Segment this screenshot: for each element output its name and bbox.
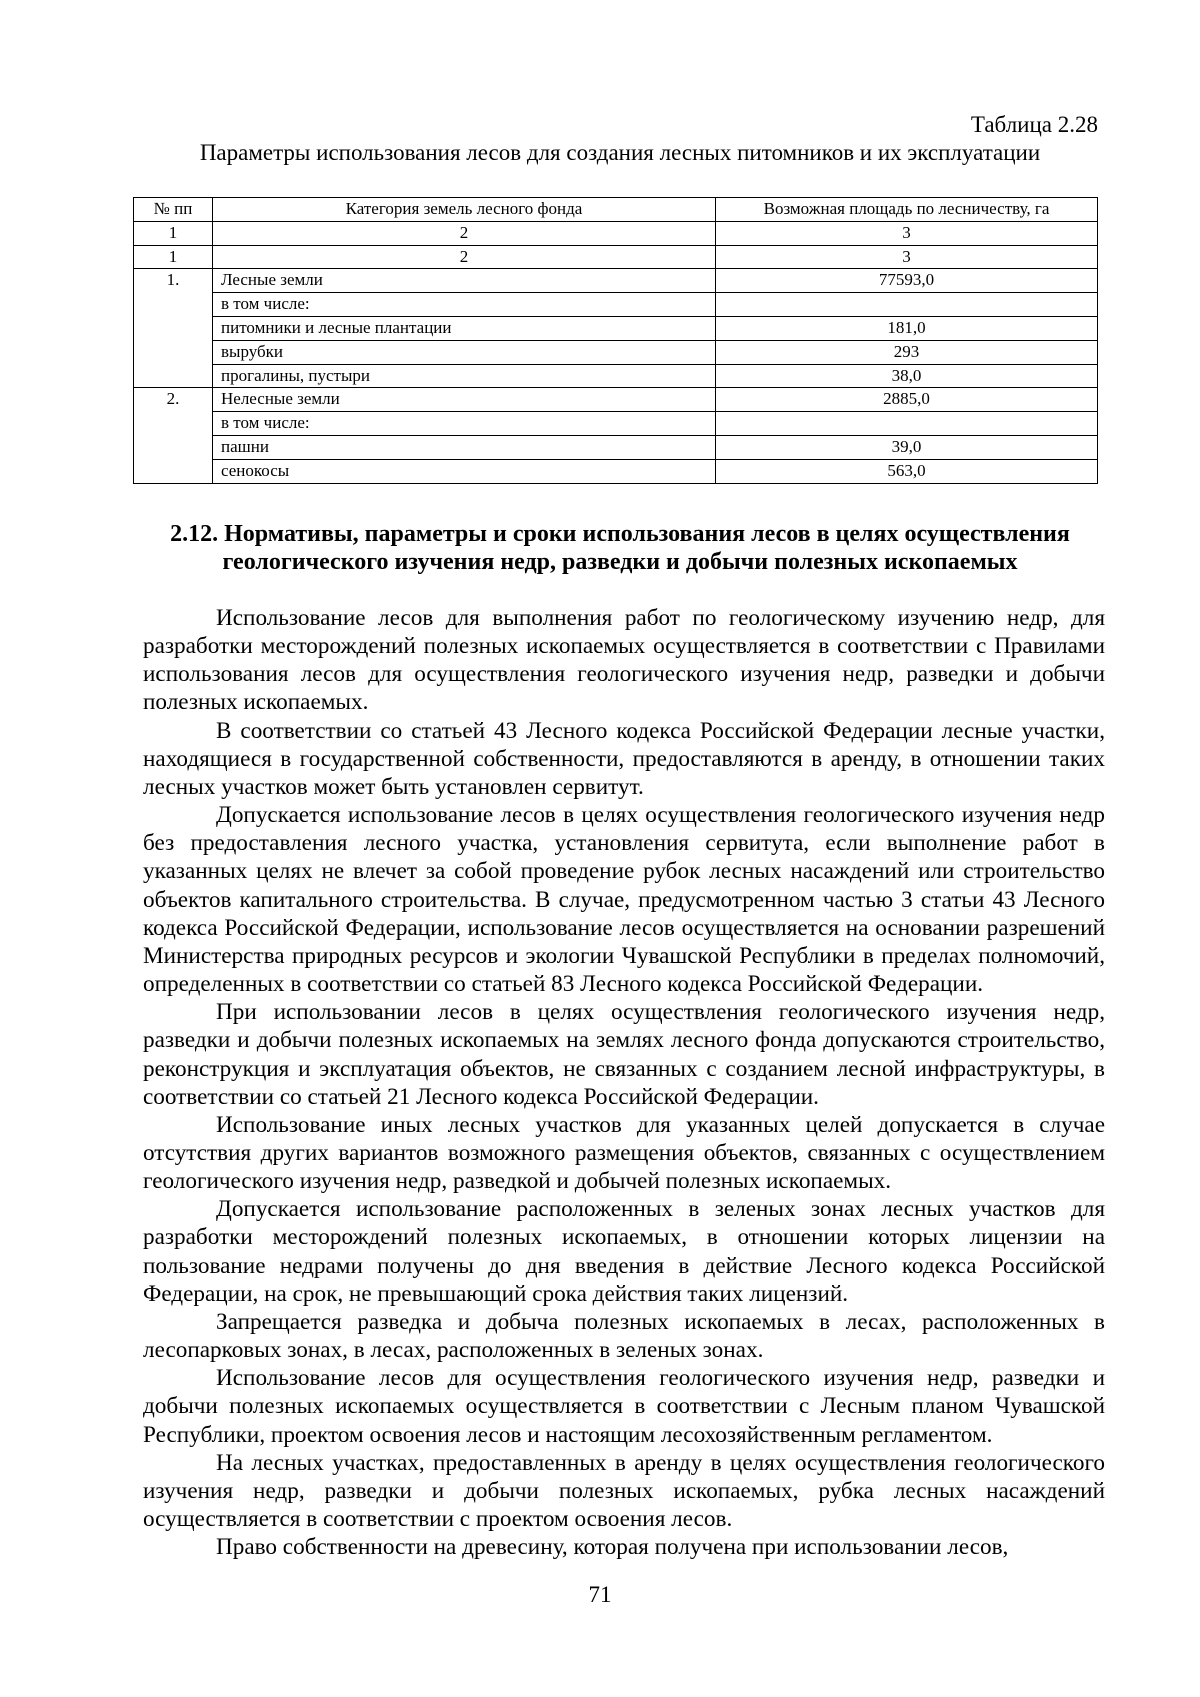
table-cell: 2 — [213, 245, 716, 269]
section-title-line-2: геологического изучения недр, разведки и добычи полезных ископаемых — [222, 549, 1018, 575]
table-row — [134, 269, 1098, 293]
paragraph: Запрещается разведка и добыча полезных ископаемых в лесах, расположенных в лесопарковых зонах, в лесах, расположенных в зеленых зонах. — [143, 1308, 1105, 1364]
header-cell-number: № пп — [134, 198, 213, 222]
category-cell: вырубки — [213, 340, 716, 364]
table-row — [134, 459, 1098, 483]
category-cell: в том числе: — [213, 412, 716, 436]
table-row — [134, 364, 1098, 388]
section-title — [120, 520, 1120, 576]
paragraph: На лесных участках, предоставленных в аренду в целях осуществления геологического изучения недр, разведки и добычи полезных ископаемых, рубка лесных насаждений осуществляется в соответствии с проектом освоения лесов. — [143, 1449, 1105, 1532]
body-text — [143, 604, 1105, 1561]
category-cell: питомники и лесные плантации — [213, 316, 716, 340]
category-cell: прогалины, пустыри — [213, 364, 716, 388]
area-cell: 2885,0 — [716, 388, 1098, 412]
paragraph: В соответствии со статьей 43 Лесного кодекса Российской Федерации лесные участки, находящиеся в государственной собственности, предоставляются в аренду, в отношении таких лесных участков может быть установлен сервитут. — [143, 717, 1105, 800]
paragraph: При использовании лесов в целях осуществления геологического изучения недр, разведки и добычи полезных ископаемых на землях лесного фонда допускаются строительство, реконструкция и эксплуатация объектов, не связанных с созданием лесной инфраструктуры, в соответствии со статьей 21 Лесного кодекса Российской Федерации. — [143, 999, 1105, 1110]
table-row — [134, 245, 1098, 269]
area-cell: 181,0 — [716, 316, 1098, 340]
area-cell — [716, 293, 1098, 317]
group-number-cell: 2. — [134, 388, 213, 483]
table-header-row — [134, 198, 1098, 222]
table-row — [134, 293, 1098, 317]
category-cell: Лесные земли — [213, 269, 716, 293]
area-cell: 563,0 — [716, 459, 1098, 483]
paragraph: Использование лесов для выполнения работ по геологическому изучению недр, для разработки месторождений полезных ископаемых осуществляется в соответствии с Правилами использования лесов для осуществления геологического изучения недр, разведки и добычи полезных ископаемых. — [143, 605, 1105, 716]
parameters-table — [133, 197, 1098, 484]
table-cell: 2 — [213, 221, 716, 245]
area-cell: 293 — [716, 340, 1098, 364]
header-cell-category: Категория земель лесного фонда — [213, 198, 716, 222]
table-row — [134, 316, 1098, 340]
table-row — [134, 412, 1098, 436]
table-cell: 1 — [134, 221, 213, 245]
area-cell: 77593,0 — [716, 269, 1098, 293]
area-cell — [716, 412, 1098, 436]
area-cell: 39,0 — [716, 435, 1098, 459]
table-cell: 3 — [716, 221, 1098, 245]
page-number: 71 — [588, 1582, 612, 1607]
category-cell: в том числе: — [213, 293, 716, 317]
table-row — [134, 388, 1098, 412]
table-row — [134, 340, 1098, 364]
table-row — [134, 221, 1098, 245]
section-title-line-1: 2.12. Нормативы, параметры и сроки использования лесов в целях осуществления — [170, 521, 1070, 547]
category-cell: пашни — [213, 435, 716, 459]
table-row — [134, 435, 1098, 459]
group-number-cell: 1. — [134, 269, 213, 388]
area-cell: 38,0 — [716, 364, 1098, 388]
paragraph: Использование лесов для осуществления геологического изучения недр, разведки и добычи полезных ископаемых осуществляется в соответствии с Лесным планом Чувашской Республики, проектом освоения лесов и настоящим лесохозяйственным регламентом. — [143, 1365, 1105, 1448]
category-cell: сенокосы — [213, 459, 716, 483]
paragraph: Использование иных лесных участков для указанных целей допускается в случае отсутствия других вариантов возможного размещения объектов, связанных с осуществлением геологического изучения недр, разведкой и добычей полезных ископаемых. — [143, 1111, 1105, 1195]
header-cell-area: Возможная площадь по лесничеству, га — [716, 198, 1098, 222]
category-cell: Нелесные земли — [213, 388, 716, 412]
paragraph: Допускается использование лесов в целях осуществления геологического изучения недр без предоставления лесного участка, установления сервитута, если выполнение работ в указанных целях не влечет за собой проведение рубок лесных насаждений или строительство объектов капитального строительства. В случае, предусмотренном частью 3 статьи 43 Лесного кодекса Российской Федерации, использование лесов осуществляется на основании разрешений Министерства природных ресурсов и экологии Чувашской Республики в пределах полномочий, определенных в соответствии со статьей 83 Лесного кодекса Российской Федерации. — [143, 802, 1105, 998]
paragraph: Право собственности на древесину, которая получена при использовании лесов, — [216, 1534, 1009, 1561]
table-caption: Параметры использования лесов для создания лесных питомников и их эксплуатации — [199, 140, 1041, 165]
table-cell: 1 — [134, 245, 213, 269]
paragraph: Допускается использование расположенных в зеленых зонах лесных участков для разработки месторождений полезных ископаемых, в отношении которых лицензии на пользование недрами получены до дня введения в действие Лесного кодекса Российской Федерации, на срок, не превышающий срока действия таких лицензий. — [143, 1196, 1105, 1307]
table-cell: 3 — [716, 245, 1098, 269]
table-label: Таблица 2.28 — [970, 112, 1098, 137]
